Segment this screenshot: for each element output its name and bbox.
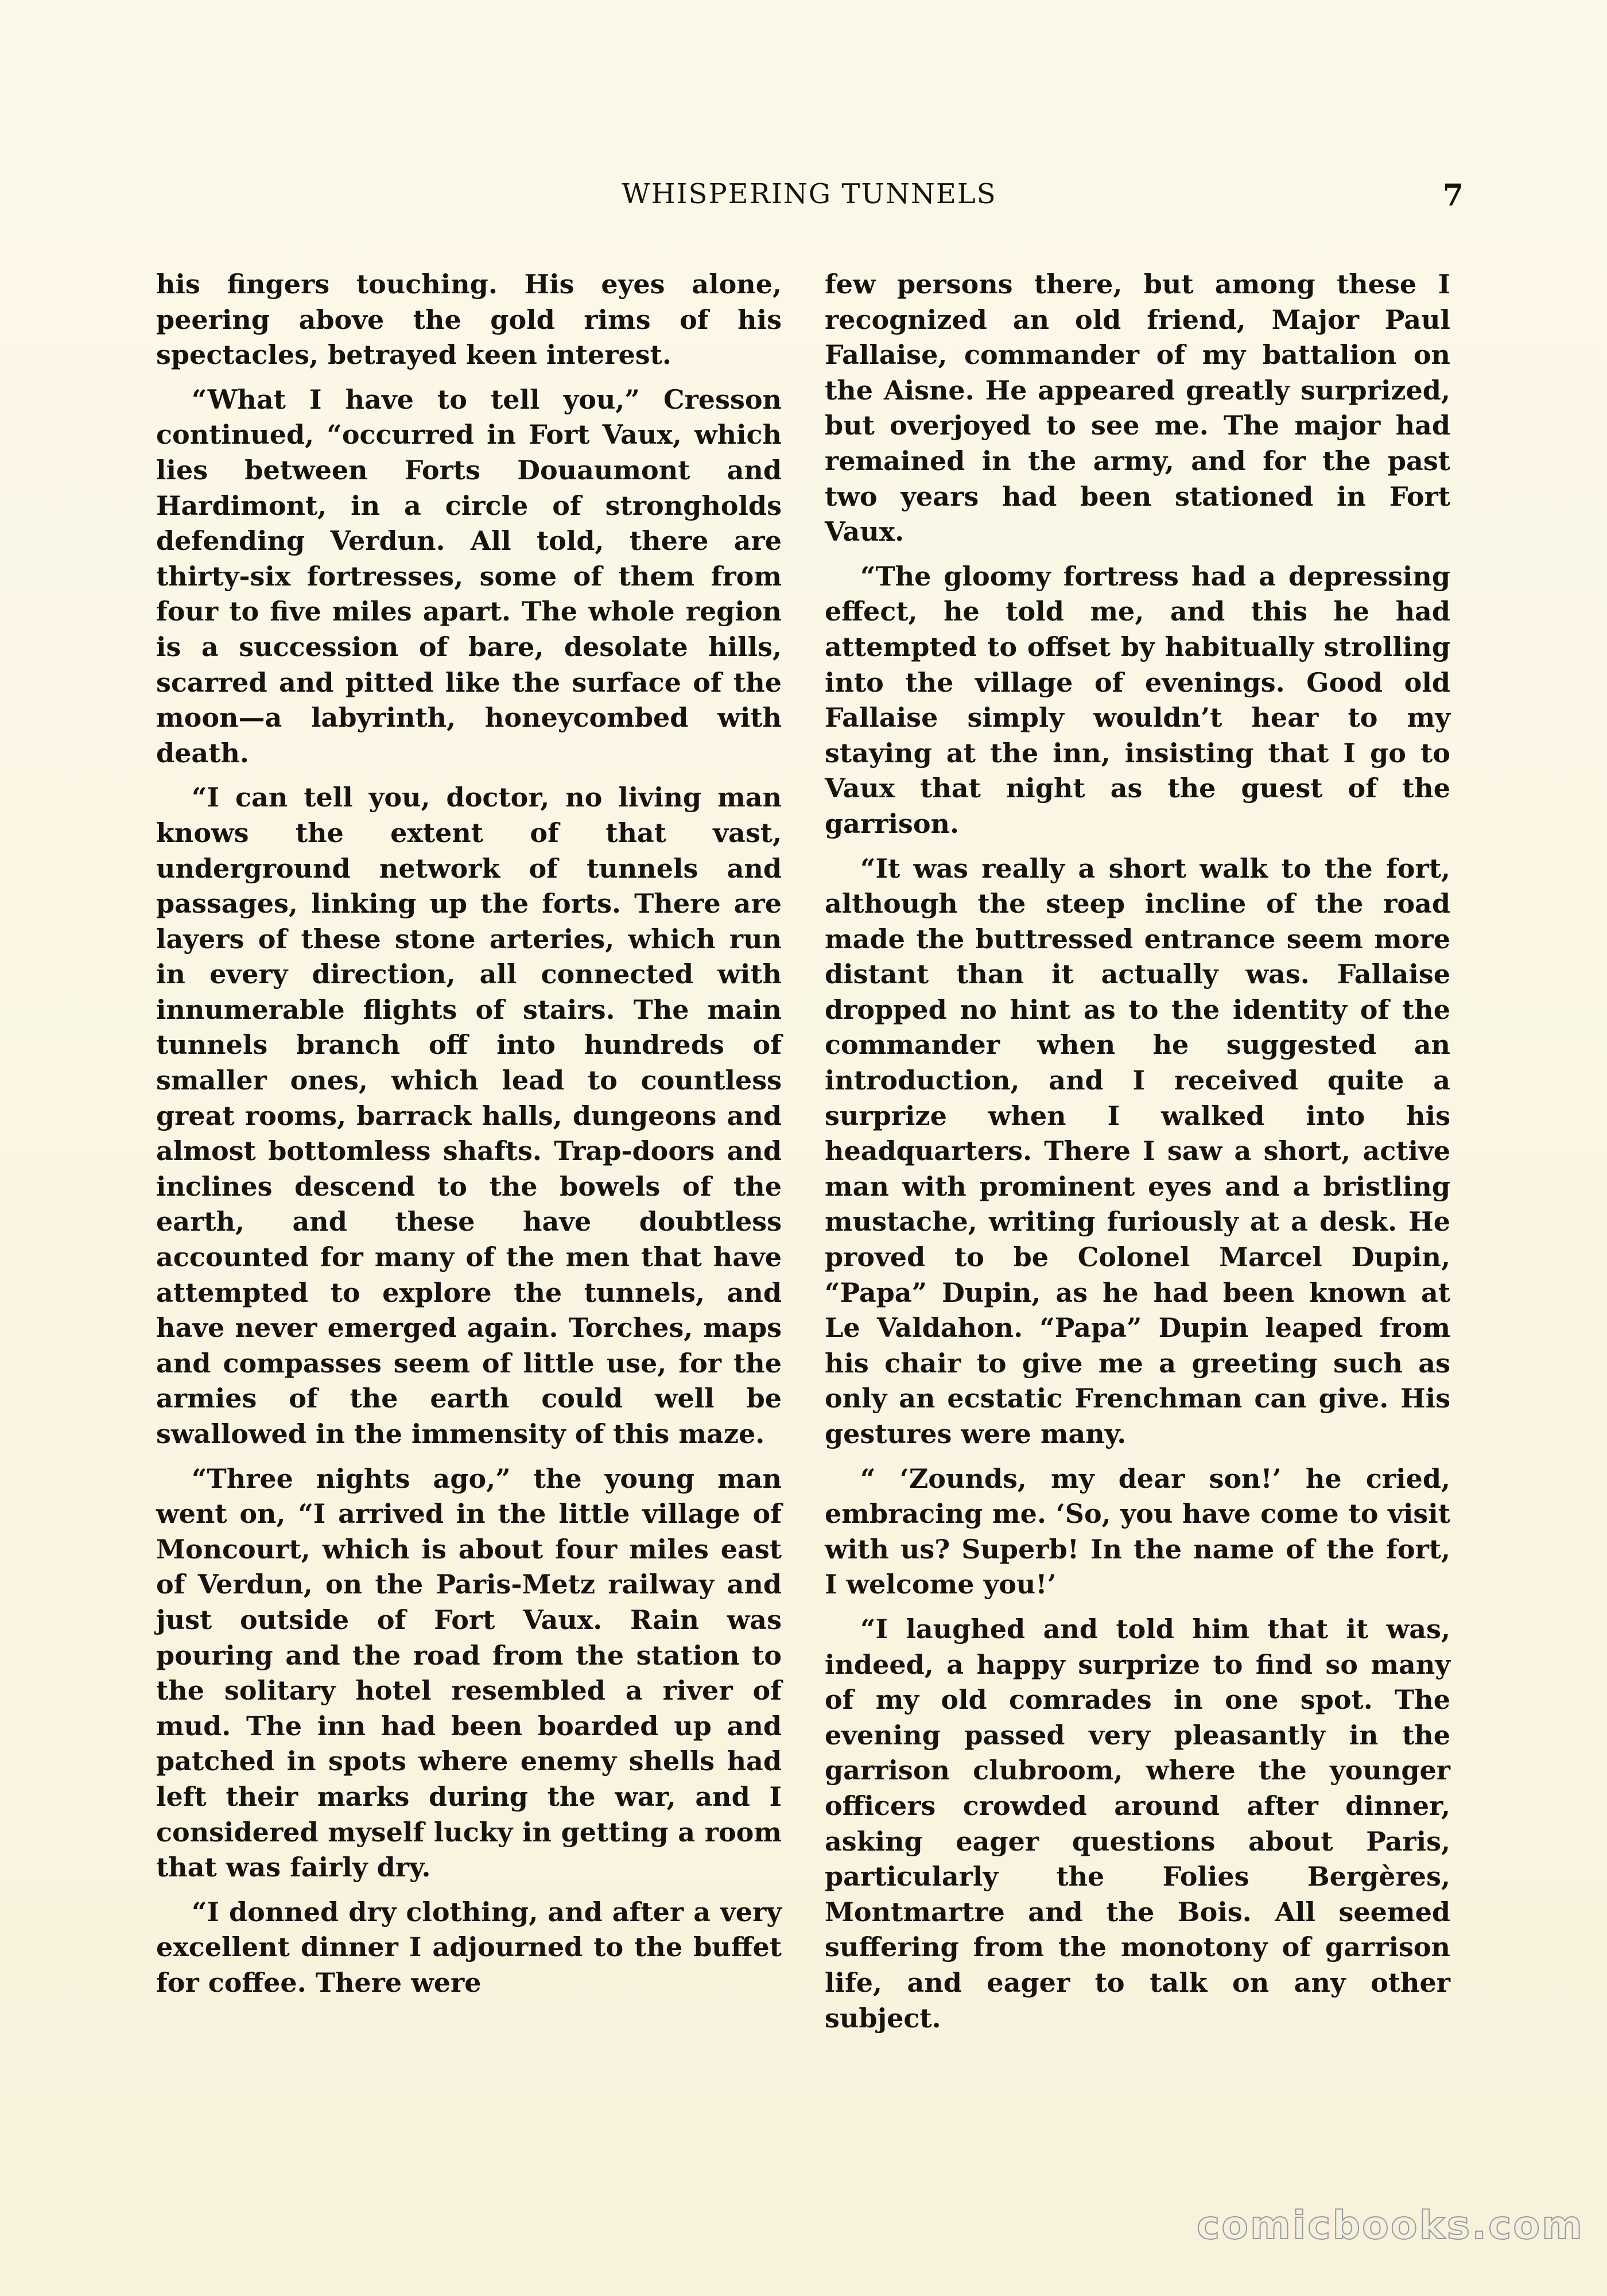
left-column xyxy=(156,267,782,2010)
paragraph: “I laughed and told him that it was, indeed, a happy surprize to find so many of my old comrades in one spot. The evening passed very pleasantly in the garrison clubroom, where the younger officers crowded around after dinner, asking eager questions about Paris, particularly the Folies Bergères, Montmartre and the Bois. All seemed suffering from the monotony of garrison life, and eager to talk on any other subject. xyxy=(825,1613,1450,2034)
paragraph: “I donned dry clothing, and after a very excellent dinner I adjourned to the buffet for coffee. There were xyxy=(156,1896,782,1998)
running-title: WHISPERING TUNNELS xyxy=(622,178,997,210)
page-number: 7 xyxy=(1442,178,1464,213)
paragraph: “ ‘Zounds, my dear son!’ he cried, embracing me. ‘So, you have come to visit with us? Superb! In the name of the fort, I welcome you!’ xyxy=(825,1463,1450,1600)
paragraph: “It was really a short walk to the fort, although the steep incline of the road made the buttressed entrance seem more distant than it actually was. Fallaise dropped no hint as to the identity of the commander when he suggested an introduction, and I received quite a surprize when I walked into his headquarters. There I saw a short, active man with prominent eyes and a bristling mustache, writing furiously at a desk. He proved to be Colonel Marcel Dupin, “Papa” Dupin, as he had been known at Le Valdahon. “Papa” Dupin leaped from his chair to give me a greeting such as only an ecstatic Frenchman can give. His gestures were many. xyxy=(825,852,1450,1449)
paragraph: his fingers touching. His eyes alone, peering above the gold rims of his spectacles, betrayed keen interest. xyxy=(156,269,782,371)
paragraph: “I can tell you, doctor, no living man knows the extent of that vast, underground network of tunnels and passages, linking up the forts. There are layers of these stone arteries, which run in every direction, all connected with innumerable flights of stairs. The main tunnels branch off into hundreds of smaller ones, which lead to countless great rooms, barrack halls, dungeons and almost bottomless shafts. Trap-doors and inclines descend to the bowels of the earth, and these have doubtless accounted for many of the men that have attempted to explore the tunnels, and have never emerged again. Torches, maps and compasses seem of little use, for the armies of the earth could well be swallowed in the immensity of this maze. xyxy=(156,782,782,1449)
paragraph: “Three nights ago,” the young man went on, “I arrived in the little village of Moncourt, which is about four miles east of Verdun, on the Paris-Metz railway and just outside of Fort Vaux. Rain was pouring and the road from the station to the solitary hotel resembled a river of mud. The inn had been boarded up and patched in spots where enemy shells had left their marks during the war, and I considered myself lucky in getting a room that was fairly dry. xyxy=(156,1463,782,1883)
paragraph: “What I have to tell you,” Cresson continued, “occurred in Fort Vaux, which lies between Forts Douaumont and Hardimont, in a circle of strongholds defending Verdun. All told, there are thirty-six fortresses, some of them from four to five miles apart. The whole region is a succession of bare, desolate hills, scarred and pitted like the surface of the moon—a labyrinth, honeycombed with death. xyxy=(156,383,782,769)
watermark-text: comicbooks.com xyxy=(1196,2203,1584,2248)
paragraph: “The gloomy fortress had a depressing effect, he told me, and this he had attempted to offset by habitually strolling into the village of evenings. Good old Fallaise simply wouldn’t hear to my staying at the inn, insisting that I go to Vaux that night as the guest of the garrison. xyxy=(825,560,1450,839)
paragraph: few persons there, but among these I recognized an old friend, Major Paul Fallaise, commander of my battalion on the Aisne. He appeared greatly surprized, but overjoyed to see me. The major had remained in the army, and for the past two years had been stationed in Fort Vaux. xyxy=(825,269,1450,548)
right-column xyxy=(825,267,1450,2045)
